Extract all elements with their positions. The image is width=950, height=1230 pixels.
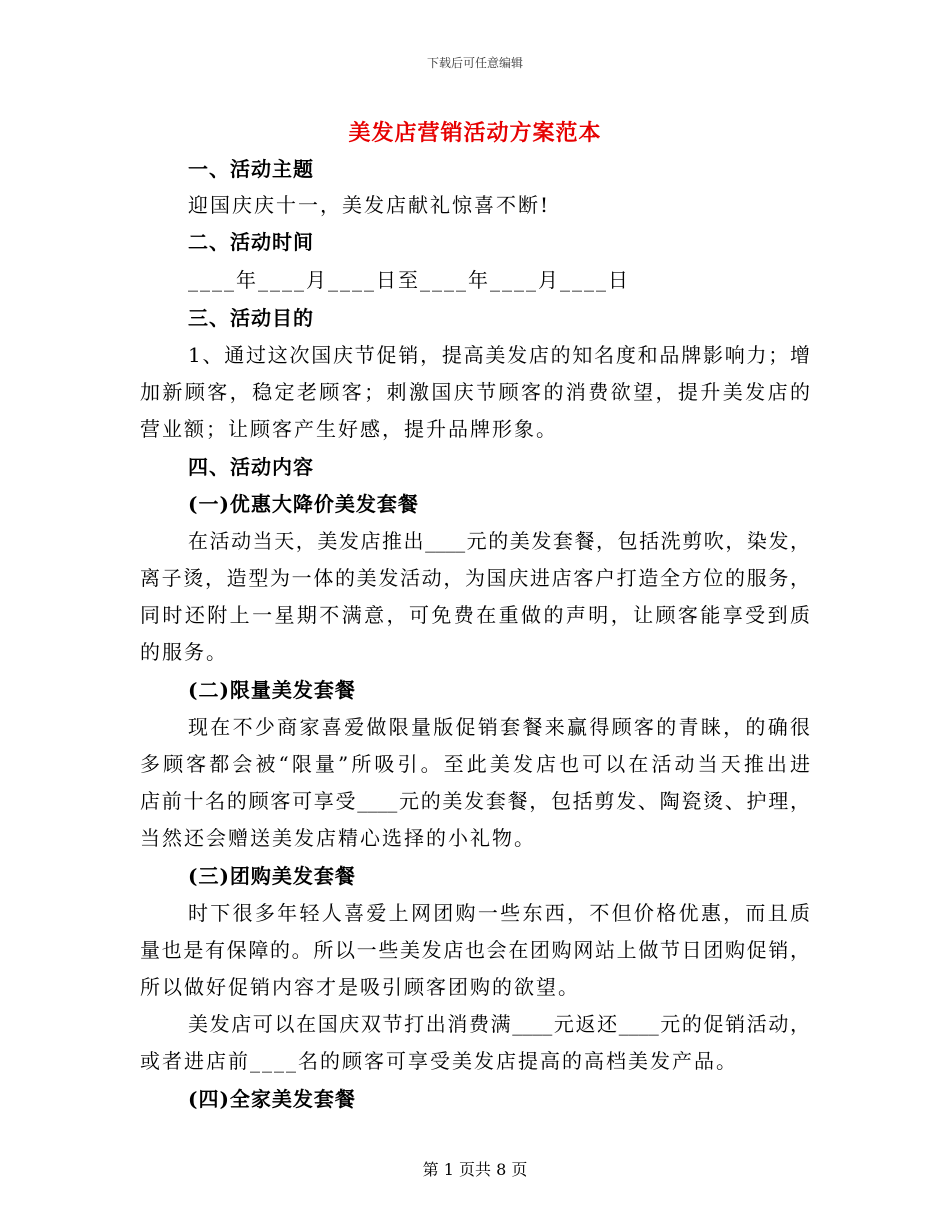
paragraph-line: 多顾客都会被“限量”所吸引。至此美发店也可以在活动当天推出进 <box>140 752 810 776</box>
paragraph-line: 量也是有保障的。所以一些美发店也会在团购网站上做节日团购促销， <box>140 938 810 962</box>
paragraph-line: 离子烫，造型为一体的美发活动，为国庆进店客户打造全方位的服务， <box>140 566 810 590</box>
page-footer-number: 第 1 页共 8 页 <box>422 1160 528 1179</box>
paragraph-line: 同时还附上一星期不满意，可免费在重做的声明，让顾客能享受到质 <box>140 603 810 627</box>
paragraph-line: 时下很多年轻人喜爱上网团购一些东西，不但价格优惠，而且质 <box>188 901 810 925</box>
paragraph-line: 美发店可以在国庆双节打出消费满____元返还____元的促销活动， <box>188 1012 810 1036</box>
paragraph-line: 加新顾客，稳定老顾客；刺激国庆节顾客的消费欲望，提升美发店的 <box>140 380 810 404</box>
section-heading-content: 四、活动内容 <box>188 455 314 479</box>
paragraph-line: 店前十名的顾客可享受____元的美发套餐，包括剪发、陶瓷烫、护理， <box>140 789 810 813</box>
paragraph-line: 所以做好促销内容才是吸引顾客团购的欲望。 <box>140 975 580 999</box>
section-heading-theme: 一、活动主题 <box>188 157 314 181</box>
subheading-group-buy-package: (三)团购美发套餐 <box>188 864 356 888</box>
paragraph-line: 或者进店前____名的顾客可享受美发店提高的高档美发产品。 <box>140 1049 738 1073</box>
paragraph-line: 当然还会赠送美发店精心选择的小礼物。 <box>140 826 536 850</box>
subheading-limited-package: (二)限量美发套餐 <box>188 678 356 702</box>
section-heading-time: 二、活动时间 <box>188 230 314 254</box>
subheading-family-package: (四)全家美发套餐 <box>188 1087 356 1111</box>
paragraph-line: ____年____月____日至____年____月____日 <box>188 268 630 292</box>
subheading-discount-package: (一)优惠大降价美发套餐 <box>188 492 419 516</box>
paragraph-line: 营业额；让顾客产生好感，提升品牌形象。 <box>140 417 558 441</box>
paragraph-line: 的服务。 <box>140 640 228 664</box>
paragraph-line: 现在不少商家喜爱做限量版促销套餐来赢得顾客的青睐，的确很 <box>188 715 810 739</box>
paragraph-line: 迎国庆庆十一，美发店献礼惊喜不断! <box>188 193 551 217</box>
page-header-note: 下载后可任意编辑 <box>426 56 523 70</box>
document-title: 美发店营销活动方案范本 <box>348 120 602 146</box>
paragraph-line: 1、通过这次国庆节促销，提高美发店的知名度和品牌影响力；增 <box>188 343 810 367</box>
section-heading-purpose: 三、活动目的 <box>188 306 314 330</box>
paragraph-line: 在活动当天，美发店推出____元的美发套餐，包括洗剪吹，染发， <box>188 529 810 553</box>
